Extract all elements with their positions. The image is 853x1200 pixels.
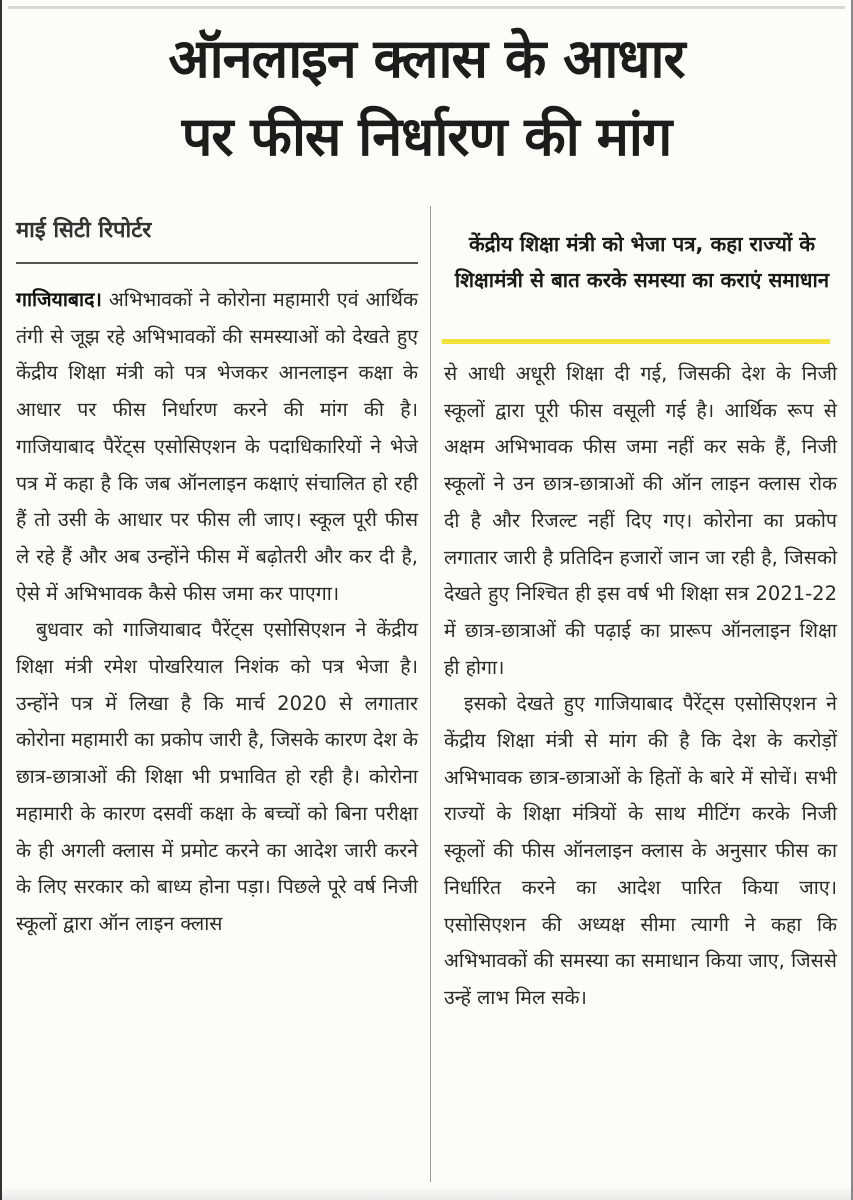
paragraph-2: बुधवार को गाजियाबाद पैरेंट्स एसोसिएशन ने केंद्रीय शिक्षा मंत्री रमेश पोखरियाल निशंक को पत्र भेजा है। उन्होंने पत्र में लिखा है कि मार्च 2020 से लगातार कोरोना महामारी का प्रकोप जारी है, जिसके कारण देश के छात्र-छात्राओं की शिक्षा भी प्रभावित हो रही है। कोरोना महामारी के कारण दसवीं कक्षा के बच्चों को बिना परीक्षा के ही अगली क्लास में प्रमोट करने का आदेश जारी करने के लिए सरकार को बाध्य होना पड़ा। पिछले पूरे वर्ष निजी स्कूलों द्वारा ऑन लाइन क्लास: [16, 618, 418, 935]
headline-line-1: ऑनलाइन क्लास के आधार: [168, 27, 685, 90]
right-column: [444, 356, 837, 1017]
subheadline: केंद्रीय शिक्षा मंत्री को भेजा पत्र, कहा राज्यों के शिक्षामंत्री से बात करके समस्या का कराएं समाधान: [454, 232, 830, 292]
column-divider: [430, 206, 431, 1182]
paragraph-3: से आधी अधूरी शिक्षा दी गई, जिसकी देश के निजी स्कूलों द्वारा पूरी फीस वसूली गई है। आर्थिक रूप से अक्षम अभिभावक फीस जमा नहीं कर सके हैं, निजी स्कूलों ने उन छात्र-छात्राओं की ऑन लाइन क्लास रोक दी है और रिजल्ट नहीं दिए गए। कोरोना का प्रकोप लगातार जारी है प्रतिदिन हजारों जान जा रही है, जिसको देखते हुए निश्चित ही इस वर्ष भी शिक्षा सत्र 2021-22 में छात्र-छात्राओं की पढ़ाई का प्रारूप ऑनलाइन शिक्षा ही होगा।: [444, 362, 837, 679]
byline-divider: [16, 262, 418, 264]
headline: [2, 20, 851, 176]
paragraph-1-text: अभिभावकों ने कोरोना महामारी एवं आर्थिक तंगी से जूझ रहे अभिभावकों की समस्याओं को देखते हुए केंद्रीय शिक्षा मंत्री को पत्र भेजकर आनलाइन कक्षा के आधार पर फीस निर्धारण करने की मांग की है। गाजियाबाद पैरेंट्स एसोसिएशन के पदाधिकारियों ने भेजे पत्र में कहा है कि जब ऑनलाइन कक्षाएं संचालित हो रही हैं तो उसी के आधार पर फीस ली जाए। स्कूल पूरी फीस ले रहे हैं और अब उन्होंने फीस में बढ़ोतरी और कर दी है, ऐसे में अभिभावक कैसे फीस जमा कर पाएगा।: [16, 288, 418, 605]
paragraph-1: [16, 282, 418, 612]
left-column: [16, 282, 418, 943]
subheadline-underline: [442, 339, 830, 344]
dateline: गाजियाबाद।: [16, 288, 102, 311]
bottom-edge: [2, 1186, 851, 1200]
byline: माई सिटी रिपोर्टर: [16, 218, 152, 243]
top-rule: [8, 6, 845, 9]
headline-line-2: पर फीस निर्धारण की मांग: [181, 105, 672, 168]
paragraph-4: इसको देखते हुए गाजियाबाद पैरेंट्स एसोसिएशन ने केंद्रीय शिक्षा मंत्री से मांग की है कि देश के करोड़ों अभिभावक छात्र-छात्राओं के हितों के बारे में सोचें। सभी राज्यों के शिक्षा मंत्रियों के साथ मीटिंग करके निजी स्कूलों की फीस ऑनलाइन क्लास के अनुसार फीस का निर्धारित करने का आदेश पारित किया जाए। एसोसिएशन की अध्यक्ष सीमा त्यागी ने कहा कि अभिभावकों की समस्या का समाधान किया जाए, जिससे उन्हें लाभ मिल सके।: [444, 692, 837, 1009]
